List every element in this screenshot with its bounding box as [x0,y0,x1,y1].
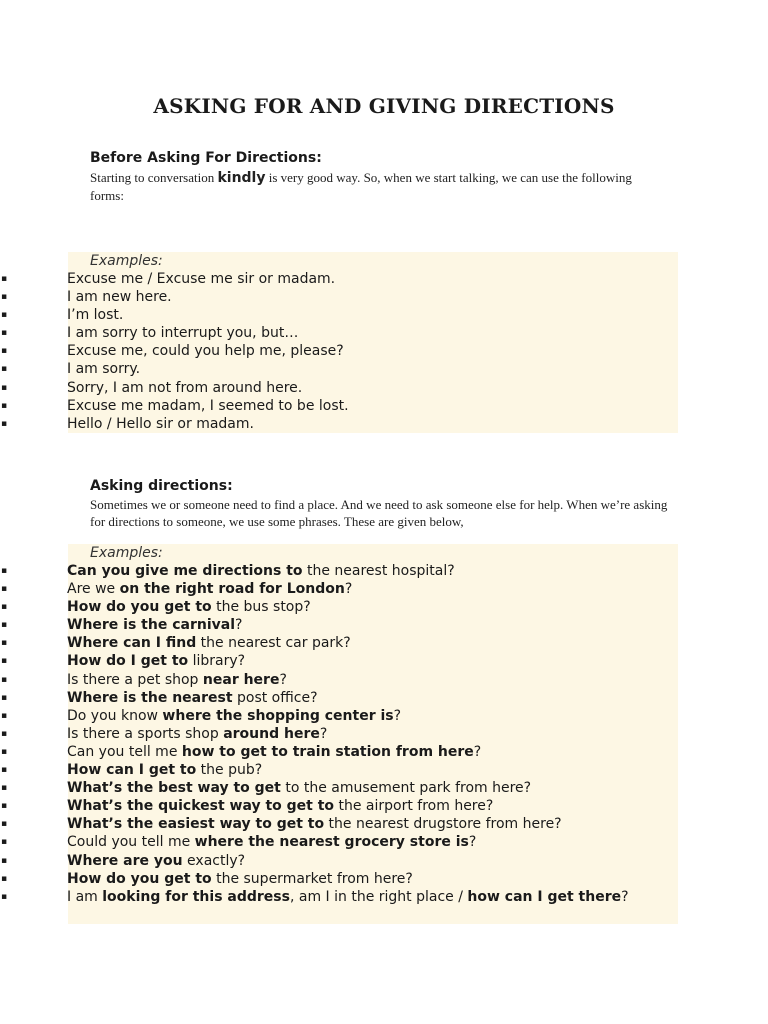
examples-list-asking-directions [0,562,768,924]
plain-phrase: to the amusement park from here? [280,780,532,797]
bullet-icon: ▪ [1,620,8,631]
list-item-text [67,598,311,616]
list-item-text [67,815,562,833]
list-item-text [67,562,455,580]
bullet-icon: ▪ [1,274,8,284]
bullet-icon: ▪ [1,746,8,757]
list-item-text [67,743,481,761]
bullet-icon: ▪ [1,728,8,739]
bullet-icon: ▪ [1,584,8,595]
list-item-text [67,652,245,670]
bullet-icon: ▪ [1,310,8,321]
bullet-icon: ▪ [1,891,8,902]
section-intro-asking-directions: Sometimes we or someone need to find a place. And we need to ask someone else for help. When we’re asking for directions to someone, we use some phrases. These are given below, [90,497,668,529]
section-heading-before-asking: Before Asking For Directions: [90,150,322,166]
plain-phrase: ? [279,671,287,688]
list-item-text [67,870,413,888]
bullet-icon: ▪ [1,674,8,685]
bullet-icon: ▪ [1,873,8,884]
list-item [0,815,768,833]
list-item [0,379,768,397]
plain-phrase: the nearest car park? [196,635,351,652]
list-item-text [67,761,262,779]
plain-phrase: the nearest drugstore from here? [324,816,562,833]
list-item [0,725,768,743]
list-item [0,852,768,870]
bold-phrase: Where are you [67,852,183,869]
list-item [0,743,768,761]
bold-phrase: Can you give me directions to [67,563,303,579]
plain-phrase: library? [188,653,246,670]
bold-phrase: where the shopping center is [162,707,394,724]
list-item [0,870,768,888]
list-item-text: Excuse me / Excuse me sir or madam. [67,271,336,287]
list-item-text: I am sorry to interrupt you, but… [67,325,299,342]
list-item [0,652,768,670]
plain-phrase: ? [235,617,243,634]
list-item-text [67,671,287,689]
bold-phrase: What’s the quickest way to get to [67,798,335,815]
list-item [0,671,768,689]
list-item [0,779,768,797]
bold-phrase: near here [202,671,280,688]
examples-label-before-asking: Examples: [90,253,163,269]
bullet-icon: ▪ [1,566,8,576]
list-item-text [67,689,318,707]
bullet-icon: ▪ [1,346,8,357]
plain-phrase: the pub? [196,762,263,779]
bullet-icon: ▪ [1,710,8,721]
bullet-icon: ▪ [1,855,8,866]
bullet-icon: ▪ [1,765,8,776]
list-item-text: Excuse me madam, I seemed to be lost. [67,397,349,414]
list-item-text [67,852,245,870]
list-item [0,616,768,634]
plain-phrase: Is there a sports shop [67,725,224,742]
intro-text-start: Starting to conversation [90,170,218,185]
list-item [0,689,768,707]
intro-emphasis-kindly: kindly [217,170,266,186]
list-item-text [67,797,493,815]
bold-phrase: around here [223,725,320,742]
bold-phrase: How do I get to [67,653,189,670]
list-item-text [67,707,401,725]
list-item-text [67,580,352,598]
list-item [0,360,768,378]
plain-phrase: Are we [67,581,120,598]
bold-phrase: How do you get to [67,599,212,616]
list-item-text: Sorry, I am not from around here. [67,379,303,396]
intro-text-end: is very good way. So, when we start talking, we can use the following forms: [90,170,632,203]
list-item-text [67,616,242,634]
list-item [0,598,768,616]
plain-phrase: Is there a pet shop [67,671,203,688]
list-item-text [67,779,531,797]
list-item-text: Hello / Hello sir or madam. [67,415,254,432]
list-item [0,415,768,433]
bold-phrase: What’s the easiest way to get to [67,816,325,833]
plain-phrase: I am [67,888,103,905]
list-item [0,270,768,288]
list-item [0,562,768,580]
bullet-icon: ▪ [1,328,8,339]
list-item-text: I’m lost. [67,307,124,324]
list-item-text: I am sorry. [67,361,141,378]
bold-phrase: how can I get there [467,888,622,905]
list-item-text [22,888,760,906]
bold-phrase: where the nearest grocery store is [194,834,469,851]
plain-phrase: the airport from here? [334,798,494,815]
bullet-icon: ▪ [1,602,8,613]
list-item-text [67,725,327,743]
list-item [0,888,768,924]
bold-phrase: looking for this address [102,888,290,905]
plain-phrase: exactly? [182,852,246,869]
bold-phrase: on the right road for London [119,581,345,598]
list-item [0,342,768,360]
bold-phrase: Where is the carnival [67,617,235,634]
document-title: ASKING FOR AND GIVING DIRECTIONS [153,94,615,118]
plain-phrase: ? [344,581,353,598]
bullet-icon: ▪ [1,656,8,667]
bullet-icon: ▪ [1,692,8,703]
list-item [0,707,768,725]
list-item-text [67,833,476,851]
list-item [0,324,768,342]
examples-label-asking-directions: Examples: [90,545,163,561]
bullet-icon: ▪ [1,638,8,649]
list-item [0,397,768,415]
bullet-icon: ▪ [1,382,8,393]
list-item [0,833,768,851]
plain-phrase: the nearest hospital? [302,563,455,579]
bullet-icon: ▪ [1,418,8,429]
plain-phrase: post office? [232,689,318,706]
examples-list-before-asking [0,270,768,433]
section-heading-asking-directions: Asking directions: [90,478,233,494]
list-item [0,580,768,598]
bullet-icon: ▪ [1,819,8,830]
plain-phrase: Can you tell me [67,743,182,760]
bullet-icon: ▪ [1,292,8,303]
plain-phrase: ? [393,707,402,724]
plain-phrase: Could you tell me [67,834,195,851]
plain-phrase: Do you know [67,707,163,724]
bold-phrase: how to get to train station from here [181,743,474,760]
bullet-icon: ▪ [1,400,8,411]
bold-phrase: How do you get to [67,870,212,887]
bold-phrase: Where is the nearest [67,689,233,706]
plain-phrase: , am I in the right place / [289,888,468,905]
list-item [0,288,768,306]
list-item [0,761,768,779]
list-item-text: Excuse me, could you help me, please? [67,343,344,360]
bullet-icon: ▪ [1,364,8,375]
plain-phrase: the bus stop? [211,599,311,616]
list-item [0,306,768,324]
bullet-icon: ▪ [1,801,8,812]
list-item-text [67,634,351,652]
list-item-text: I am new here. [67,289,172,306]
plain-phrase: ? [319,725,328,742]
plain-phrase: ? [621,888,629,905]
list-item [0,797,768,815]
bold-phrase: Where can I find [67,635,197,652]
bullet-icon: ▪ [1,783,8,794]
bullet-icon: ▪ [1,837,8,848]
section-intro-before-asking [90,169,650,204]
bold-phrase: What’s the best way to get [67,780,281,797]
list-item [0,634,768,652]
plain-phrase: the supermarket from here? [211,870,413,887]
plain-phrase: ? [473,743,482,760]
plain-phrase: ? [468,834,477,851]
bold-phrase: How can I get to [67,762,197,779]
